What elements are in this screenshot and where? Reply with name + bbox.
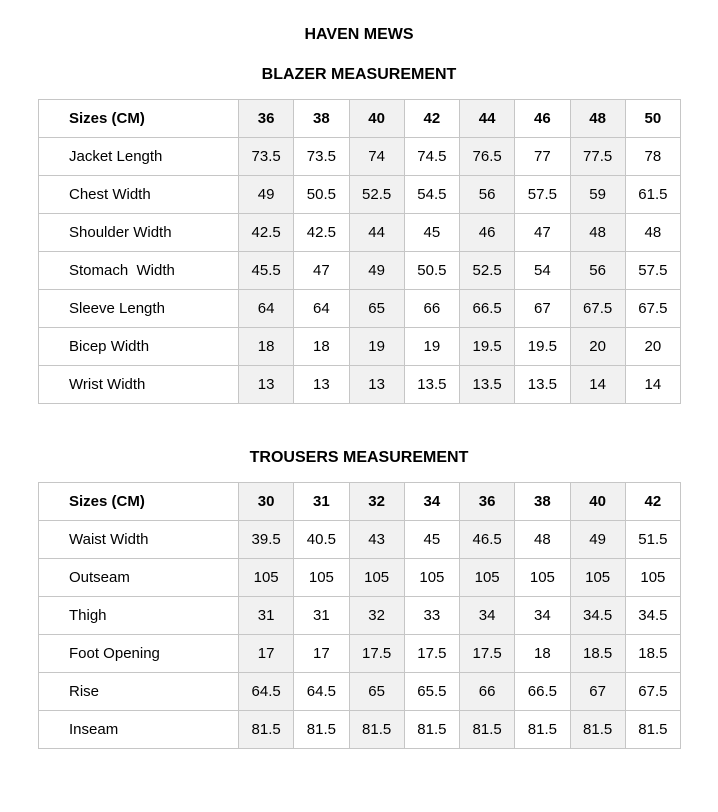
- measurement-value: 48: [625, 214, 680, 252]
- measurement-value: 43: [349, 521, 404, 559]
- measurement-value: 18.5: [570, 635, 625, 673]
- measurement-value: 59: [570, 176, 625, 214]
- blazer-measurement-table: [38, 99, 681, 404]
- measurement-value: 47: [294, 252, 349, 290]
- measurement-value: 40.5: [294, 521, 349, 559]
- measurement-value: 20: [625, 328, 680, 366]
- measurement-value: 45: [404, 214, 459, 252]
- measurement-value: 81.5: [294, 711, 349, 749]
- measurement-value: 76.5: [460, 138, 515, 176]
- measurement-value: 81.5: [239, 711, 294, 749]
- measurement-value: 67.5: [625, 673, 680, 711]
- measurement-value: 64: [294, 290, 349, 328]
- measurement-value: 13.5: [515, 366, 570, 404]
- measurement-value: 31: [239, 597, 294, 635]
- table-row: [39, 673, 681, 711]
- measurement-value: 105: [460, 559, 515, 597]
- measurement-value: 47: [515, 214, 570, 252]
- measurement-value: 17.5: [349, 635, 404, 673]
- size-column-header: 40: [349, 100, 404, 138]
- measurement-value: 54.5: [404, 176, 459, 214]
- measurement-value: 66.5: [515, 673, 570, 711]
- size-column-header: 32: [349, 483, 404, 521]
- size-column-header: 46: [515, 100, 570, 138]
- measurement-value: 45.5: [239, 252, 294, 290]
- measurement-value: 49: [239, 176, 294, 214]
- measurement-value: 74: [349, 138, 404, 176]
- size-column-header: 42: [625, 483, 680, 521]
- measurement-value: 65.5: [404, 673, 459, 711]
- measurement-value: 46.5: [460, 521, 515, 559]
- measurement-label: Bicep Width: [39, 328, 239, 366]
- measurement-value: 49: [349, 252, 404, 290]
- measurement-value: 46: [460, 214, 515, 252]
- sizes-header-cell: Sizes (CM): [39, 100, 239, 138]
- measurement-value: 34.5: [570, 597, 625, 635]
- size-column-header: 50: [625, 100, 680, 138]
- measurement-value: 45: [404, 521, 459, 559]
- measurement-value: 18: [515, 635, 570, 673]
- measurement-value: 50.5: [294, 176, 349, 214]
- measurement-value: 50.5: [404, 252, 459, 290]
- measurement-value: 57.5: [625, 252, 680, 290]
- measurement-value: 66: [404, 290, 459, 328]
- measurement-value: 13: [349, 366, 404, 404]
- measurement-value: 13: [239, 366, 294, 404]
- table-row: [39, 559, 681, 597]
- size-column-header: 31: [294, 483, 349, 521]
- measurement-value: 52.5: [460, 252, 515, 290]
- size-column-header: 42: [404, 100, 459, 138]
- trousers-measurement-table: [38, 482, 681, 749]
- measurement-value: 67.5: [625, 290, 680, 328]
- measurement-value: 61.5: [625, 176, 680, 214]
- measurement-value: 42.5: [239, 214, 294, 252]
- size-column-header: 48: [570, 100, 625, 138]
- measurement-label: Wrist Width: [39, 366, 239, 404]
- size-column-header: 38: [294, 100, 349, 138]
- measurement-value: 81.5: [570, 711, 625, 749]
- measurement-value: 18: [294, 328, 349, 366]
- measurement-value: 54: [515, 252, 570, 290]
- measurement-label: Stomach Width: [39, 252, 239, 290]
- measurement-value: 49: [570, 521, 625, 559]
- measurement-value: 48: [570, 214, 625, 252]
- measurement-value: 31: [294, 597, 349, 635]
- table-header-row: [39, 483, 681, 521]
- size-column-header: 40: [570, 483, 625, 521]
- measurement-label: Inseam: [39, 711, 239, 749]
- measurement-value: 65: [349, 673, 404, 711]
- measurement-value: 18: [239, 328, 294, 366]
- page-title: HAVEN MEWS: [304, 26, 414, 43]
- measurement-value: 17: [239, 635, 294, 673]
- measurement-value: 34: [460, 597, 515, 635]
- measurement-value: 19: [349, 328, 404, 366]
- measurement-value: 105: [515, 559, 570, 597]
- size-column-header: 34: [404, 483, 459, 521]
- measurement-value: 67.5: [570, 290, 625, 328]
- measurement-value: 73.5: [294, 138, 349, 176]
- size-column-header: 30: [239, 483, 294, 521]
- measurement-value: 105: [294, 559, 349, 597]
- measurement-value: 81.5: [349, 711, 404, 749]
- measurement-value: 17.5: [460, 635, 515, 673]
- measurement-value: 13.5: [404, 366, 459, 404]
- measurement-label: Sleeve Length: [39, 290, 239, 328]
- table-row: [39, 176, 681, 214]
- measurement-value: 105: [349, 559, 404, 597]
- measurement-value: 13.5: [460, 366, 515, 404]
- measurement-value: 81.5: [460, 711, 515, 749]
- trousers-table-title: TROUSERS MEASUREMENT: [249, 449, 469, 466]
- table-row: [39, 290, 681, 328]
- measurement-value: 56: [570, 252, 625, 290]
- measurement-value: 57.5: [515, 176, 570, 214]
- measurement-value: 52.5: [349, 176, 404, 214]
- measurement-value: 105: [570, 559, 625, 597]
- table-row: [39, 252, 681, 290]
- measurement-value: 34.5: [625, 597, 680, 635]
- measurement-value: 14: [625, 366, 680, 404]
- measurement-value: 81.5: [515, 711, 570, 749]
- measurement-value: 77: [515, 138, 570, 176]
- table-row: [39, 366, 681, 404]
- measurement-value: 18.5: [625, 635, 680, 673]
- measurement-value: 78: [625, 138, 680, 176]
- measurement-value: 81.5: [404, 711, 459, 749]
- measurement-value: 65: [349, 290, 404, 328]
- measurement-label: Rise: [39, 673, 239, 711]
- measurement-value: 105: [404, 559, 459, 597]
- measurement-value: 17.5: [404, 635, 459, 673]
- measurement-value: 19: [404, 328, 459, 366]
- measurement-label: Chest Width: [39, 176, 239, 214]
- measurement-value: 34: [515, 597, 570, 635]
- measurement-label: Waist Width: [39, 521, 239, 559]
- size-column-header: 44: [460, 100, 515, 138]
- table-row: [39, 138, 681, 176]
- measurement-label: Foot Opening: [39, 635, 239, 673]
- measurement-value: 105: [625, 559, 680, 597]
- table-row: [39, 597, 681, 635]
- measurement-value: 14: [570, 366, 625, 404]
- measurement-value: 105: [239, 559, 294, 597]
- measurement-value: 81.5: [625, 711, 680, 749]
- measurement-value: 19.5: [460, 328, 515, 366]
- measurement-value: 67: [570, 673, 625, 711]
- measurement-value: 66.5: [460, 290, 515, 328]
- measurement-value: 67: [515, 290, 570, 328]
- measurement-value: 64.5: [239, 673, 294, 711]
- blazer-table-title: BLAZER MEASUREMENT: [261, 66, 457, 83]
- measurement-label: Outseam: [39, 559, 239, 597]
- measurement-value: 74.5: [404, 138, 459, 176]
- table-row: [39, 635, 681, 673]
- measurement-value: 64.5: [294, 673, 349, 711]
- measurement-value: 64: [239, 290, 294, 328]
- measurement-value: 19.5: [515, 328, 570, 366]
- table-row: [39, 214, 681, 252]
- measurement-label: Thigh: [39, 597, 239, 635]
- measurement-value: 77.5: [570, 138, 625, 176]
- table-header-row: [39, 100, 681, 138]
- measurement-value: 51.5: [625, 521, 680, 559]
- measurement-value: 73.5: [239, 138, 294, 176]
- measurement-value: 42.5: [294, 214, 349, 252]
- measurement-value: 56: [460, 176, 515, 214]
- measurement-value: 66: [460, 673, 515, 711]
- measurement-value: 39.5: [239, 521, 294, 559]
- table-row: [39, 328, 681, 366]
- measurement-value: 20: [570, 328, 625, 366]
- measurement-value: 13: [294, 366, 349, 404]
- table-row: [39, 711, 681, 749]
- measurement-value: 44: [349, 214, 404, 252]
- measurement-value: 33: [404, 597, 459, 635]
- size-column-header: 38: [515, 483, 570, 521]
- measurement-value: 17: [294, 635, 349, 673]
- measurement-value: 48: [515, 521, 570, 559]
- size-column-header: 36: [460, 483, 515, 521]
- sizes-header-cell: Sizes (CM): [39, 483, 239, 521]
- measurement-value: 32: [349, 597, 404, 635]
- table-row: [39, 521, 681, 559]
- measurement-label: Shoulder Width: [39, 214, 239, 252]
- size-column-header: 36: [239, 100, 294, 138]
- measurement-label: Jacket Length: [39, 138, 239, 176]
